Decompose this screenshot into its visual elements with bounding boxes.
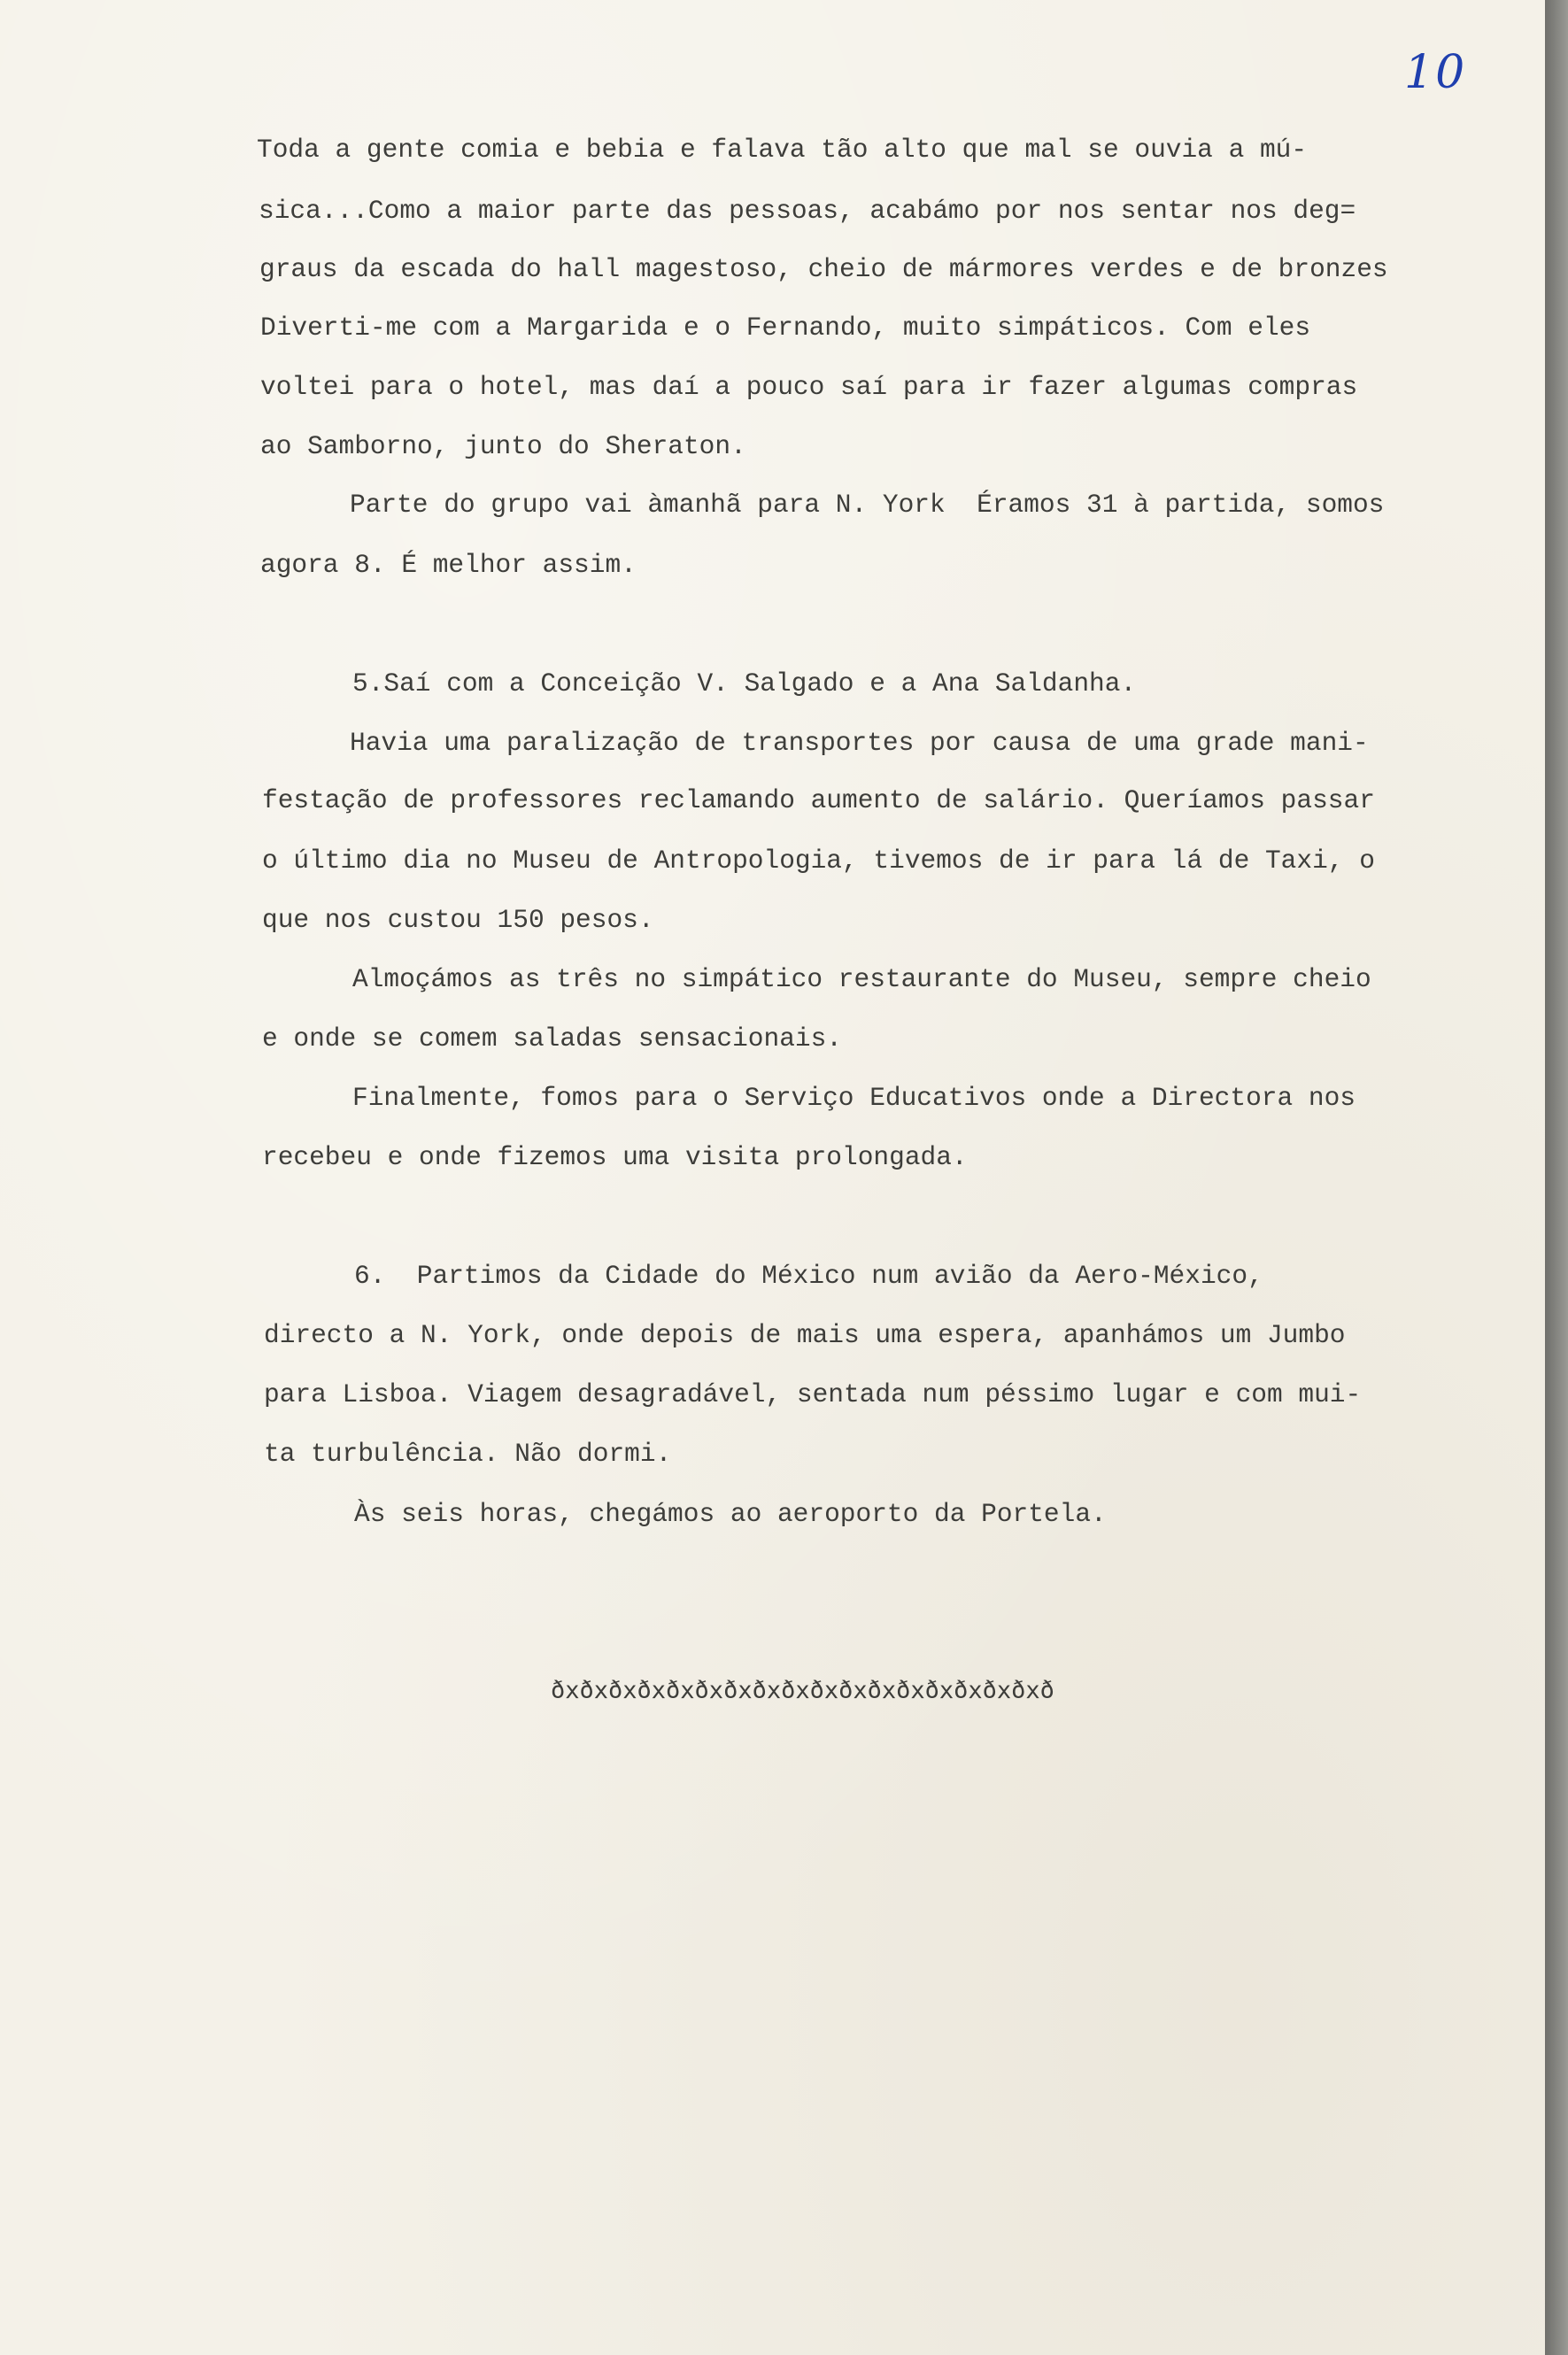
text-line: Toda a gente comia e bebia e falava tão alto que mal se ouvia a mú- bbox=[257, 135, 1308, 165]
text-line: para Lisboa. Viagem desagradável, sentada num péssimo lugar e com mui- bbox=[264, 1379, 1362, 1409]
text-line: directo a N. York, onde depois de mais uma espera, apanhámos um Jumbo bbox=[264, 1320, 1346, 1350]
text-line: sica...Como a maior parte das pessoas, acabámo por nos sentar nos deg= bbox=[259, 196, 1356, 226]
text-line: voltei para o hotel, mas daí a pouco saí para ir fazer algumas compras bbox=[260, 372, 1358, 402]
text-line: ao Samborno, junto do Sheraton. bbox=[260, 431, 746, 461]
text-line: e onde se comem saladas sensacionais. bbox=[262, 1023, 843, 1054]
text-line: agora 8. É melhor assim. bbox=[260, 550, 637, 580]
text-line: Finalmente, fomos para o Serviço Educativos onde a Directora nos bbox=[352, 1083, 1356, 1113]
text-line: 6. Partimos da Cidade do México num avião da Aero-México, bbox=[354, 1261, 1263, 1291]
text-line: 5.Saí com a Conceição V. Salgado e a Ana Saldanha. bbox=[352, 668, 1137, 699]
text-line: graus da escada do hall magestoso, cheio de mármores verdes e de bronzes bbox=[259, 254, 1388, 284]
text-line: festação de professores reclamando aumento de salário. Queríamos passar bbox=[262, 785, 1375, 815]
text-line: Diverti-me com a Margarida e o Fernando, muito simpáticos. Com eles bbox=[260, 313, 1311, 343]
text-line: Às seis horas, chegámos ao aeroporto da Portela. bbox=[354, 1499, 1107, 1529]
text-line: Parte do grupo vai àmanhã para N. York Éramos 31 à partida, somos bbox=[350, 490, 1385, 520]
page-number: 10 bbox=[1404, 46, 1467, 99]
section-ornament: ðxðxðxðxðxðxðxðxðxðxðxðxðxðxðxðxðxð bbox=[551, 1677, 1054, 1704]
text-line: que nos custou 150 pesos. bbox=[262, 905, 654, 935]
text-line: o último dia no Museu de Antropologia, tivemos de ir para lá de Taxi, o bbox=[262, 845, 1375, 876]
text-line: Almoçámos as três no simpático restaurante do Museu, sempre cheio bbox=[352, 964, 1371, 994]
page-edge-shadow bbox=[1545, 0, 1568, 2355]
text-line: recebeu e onde fizemos uma visita prolongada. bbox=[262, 1142, 968, 1172]
text-line: ta turbulência. Não dormi. bbox=[264, 1439, 672, 1469]
text-line: Havia uma paralização de transportes por causa de uma grade mani- bbox=[350, 728, 1369, 758]
